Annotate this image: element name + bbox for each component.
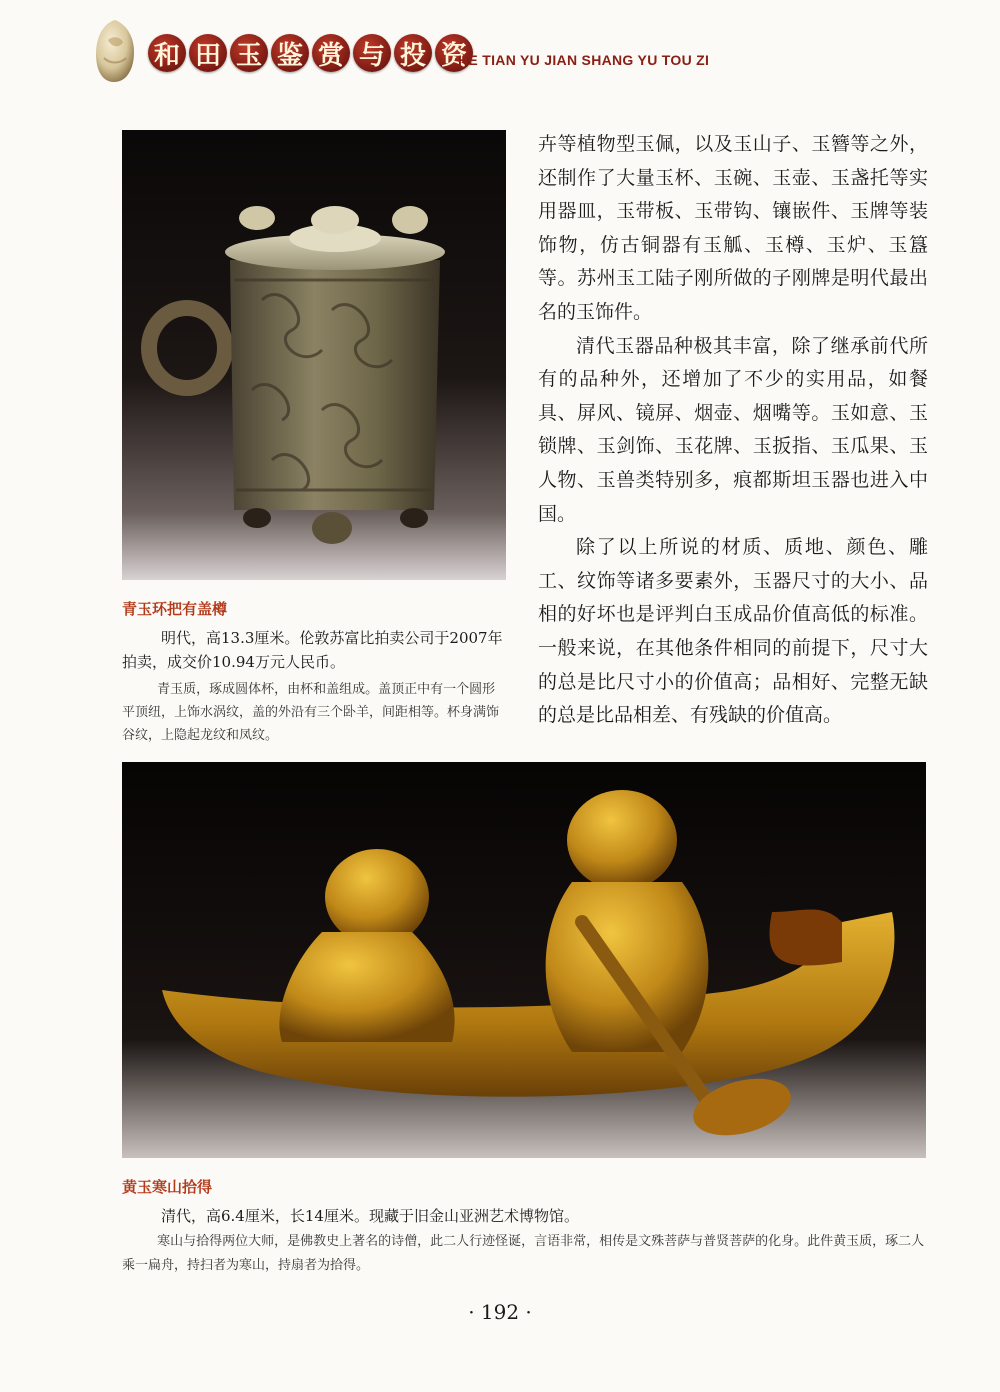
title-char: 玉 bbox=[230, 34, 268, 72]
figure1-caption-title: 青玉环把有盖樽 bbox=[122, 600, 228, 618]
page-number: · 192 · bbox=[468, 1300, 532, 1324]
jade-cup-photo bbox=[122, 130, 506, 580]
figure1-caption-info: 明代，高13.3厘米。伦敦苏富比拍卖公司于2007年拍卖，成交价10.94万元人民币。 bbox=[122, 629, 503, 671]
figure2-caption-description: 寒山与拾得两位大师，是佛教史上著名的诗僧，此二人行迹怪诞，言语非常，相传是文殊菩萨与普贤菩萨的化身。此件黄玉质，琢二人乘一扁舟，持扫者为寒山，持扇者为拾得。 bbox=[122, 1234, 925, 1273]
title-char: 和 bbox=[148, 34, 186, 72]
jade-carving-logo-icon bbox=[92, 18, 138, 84]
figure1-caption-description: 青玉质，琢成圆体杯，由杯和盖组成。盖顶正中有一个圆形平顶纽，上饰水涡纹，盖的外沿有三个卧羊，间距相等。杯身满饰谷纹，上隐起龙纹和凤纹。 bbox=[122, 682, 500, 743]
figure2-caption-title: 黄玉寒山拾得 bbox=[122, 1178, 213, 1196]
title-char: 赏 bbox=[312, 34, 350, 72]
title-char: 资 bbox=[435, 34, 473, 72]
book-title-english: HE TIAN YU JIAN SHANG YU TOU ZI bbox=[458, 52, 710, 68]
body-paragraph: 除了以上所说的材质、质地、颜色、雕工、纹饰等诸多要素外，玉器尺寸的大小、品相的好坏也是评判白玉成品价值高低的标准。一般来说，在其他条件相同的前提下，尺寸大的总是比尺寸小的价值高；品相好、完整无缺的总是比品相差、有残缺的价值高。 bbox=[538, 536, 928, 727]
page-header bbox=[0, 0, 1000, 110]
body-paragraph: 清代玉器品种极其丰富，除了继承前代所有的品种外，还增加了不少的实用品，如餐具、屏风、镜屏、烟壶、烟嘴等。玉如意、玉锁牌、玉剑饰、玉花牌、玉扳指、玉瓜果、玉人物、玉兽类特别多，痕都斯坦玉器也进入中国。 bbox=[538, 334, 928, 525]
title-char: 田 bbox=[189, 34, 227, 72]
title-char: 与 bbox=[353, 34, 391, 72]
title-char: 鉴 bbox=[271, 34, 309, 72]
figure2-caption-info: 清代，高6.4厘米，长14厘米。现藏于旧金山亚洲艺术博物馆。 bbox=[161, 1207, 579, 1225]
body-paragraph: 卉等植物型玉佩，以及玉山子、玉簪等之外，还制作了大量玉杯、玉碗、玉壶、玉盏托等实用器皿，玉带板、玉带钩、镶嵌件、玉牌等装饰物，仿古铜器有玉觚、玉樽、玉炉、玉簋等。苏州玉工陆子刚所做的子刚牌是明代最出名的玉饰件。 bbox=[538, 133, 928, 323]
book-title bbox=[148, 34, 473, 72]
body-text bbox=[538, 128, 928, 733]
title-char: 投 bbox=[394, 34, 432, 72]
jade-boat-photo bbox=[122, 762, 926, 1158]
